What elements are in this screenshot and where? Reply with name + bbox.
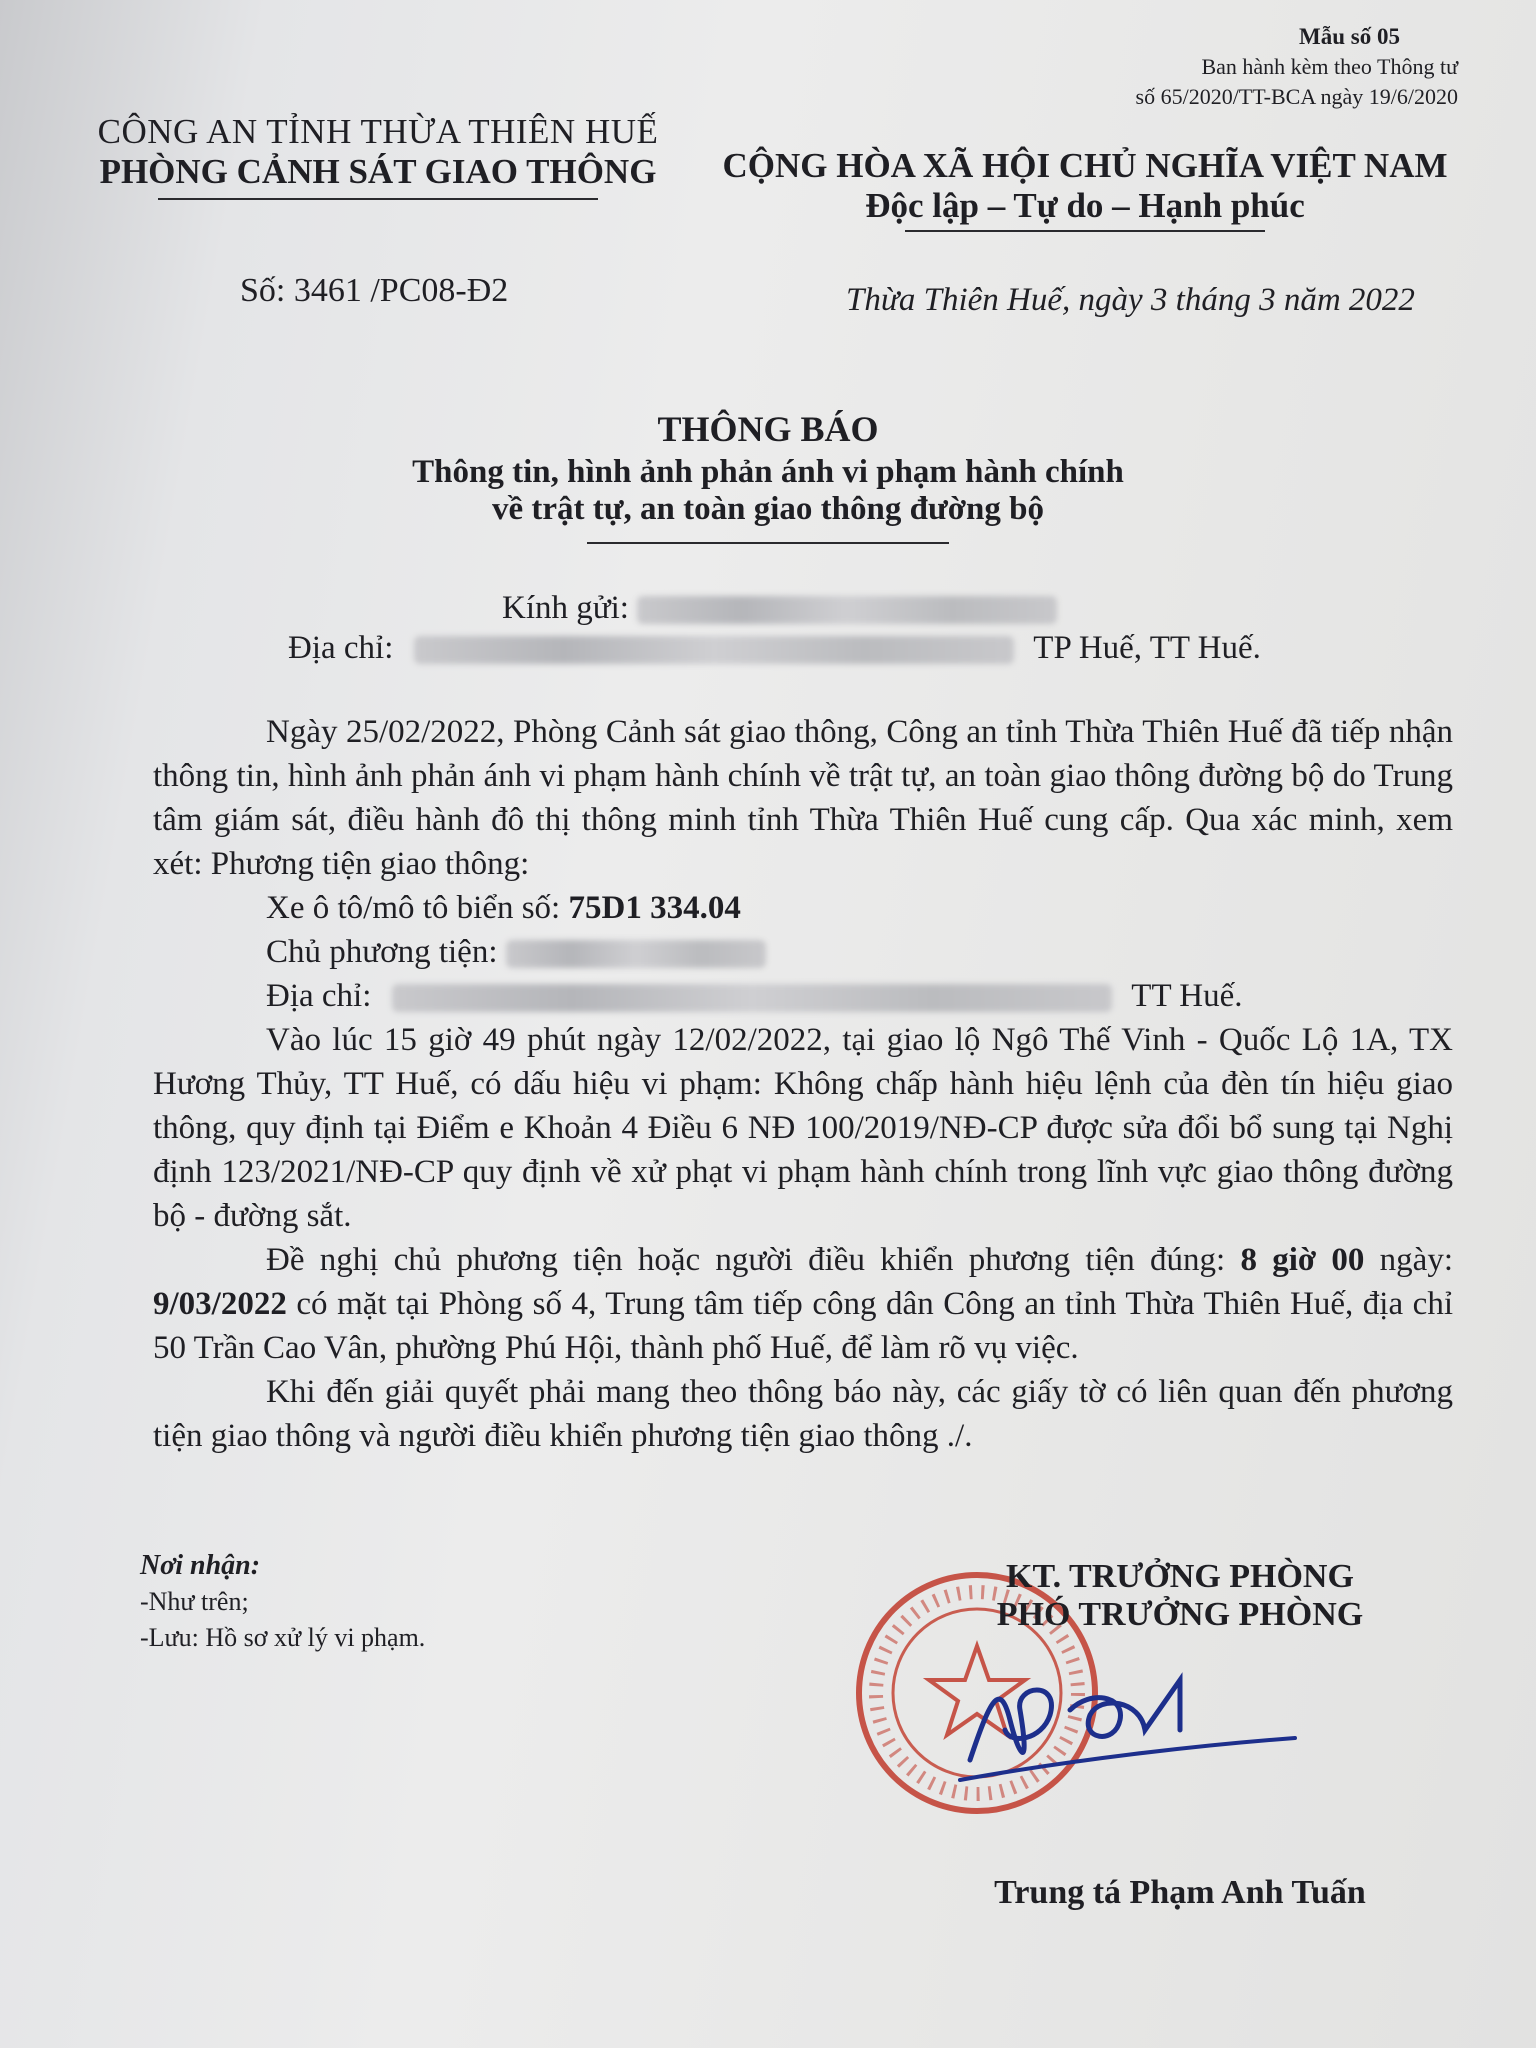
recipient-address-label: Địa chỉ: xyxy=(288,630,394,666)
owner-address-suffix: TT Huế. xyxy=(1131,978,1243,1014)
agency-line1: CÔNG AN TỈNH THỪA THIÊN HUẾ xyxy=(97,112,659,151)
national-header xyxy=(700,146,1470,232)
redacted-recipient-address xyxy=(414,636,1014,664)
form-issued-line2: số 65/2020/TT-BCA ngày 19/6/2020 xyxy=(1135,84,1458,109)
recipient-label: Kính gửi: xyxy=(502,590,629,626)
signer-name: Trung tá Phạm Anh Tuấn xyxy=(994,1874,1366,1911)
document-title: THÔNG BÁO xyxy=(657,409,879,449)
summons-time: 8 giờ 00 xyxy=(1240,1242,1365,1278)
document-subtitle-2: về trật tự, an toàn giao thông đường bộ xyxy=(491,491,1044,527)
summons-text-c: có mặt tại Phòng số 4, Trung tâm tiếp công dân Công an tỉnh Thừa Thiên Huế, địa chỉ 50 Trần Cao Vân, phường Phú Hội, thành phố Huế, để làm rõ vụ việc. xyxy=(153,1286,1453,1366)
place-date: Thừa Thiên Huế, ngày 3 tháng 3 năm 2022 xyxy=(846,282,1415,318)
signer-title-2: PHÓ TRƯỞNG PHÒNG xyxy=(996,1596,1364,1633)
agency-line2: PHÒNG CẢNH SÁT GIAO THÔNG xyxy=(99,152,657,191)
paragraph-violation: Vào lúc 15 giờ 49 phút ngày 12/02/2022, tại giao lộ Ngô Thế Vinh - Quốc Lộ 1A, TX Hương Thủy, TT Huế, có dấu hiệu vi phạm: Không chấp hành hiệu lệnh của đèn tín hiệu giao thông, quy định tại Điểm e Khoản 4 Điều 6 NĐ 100/2019/NĐ-CP được sửa đổi bổ sung tại Nghị định 123/2021/NĐ-CP quy định về xử phạt vi phạm hành chính trong lĩnh vực giao thông đường bộ - đường sắt. xyxy=(153,1022,1453,1234)
owner-address-label: Địa chỉ: xyxy=(266,978,372,1014)
recipient-line xyxy=(502,590,1057,627)
owner-line xyxy=(153,930,1453,974)
summons-text-b: ngày: xyxy=(1364,1242,1453,1278)
form-number: Mẫu số 05 xyxy=(1299,24,1400,49)
paragraph-summons xyxy=(153,1238,1453,1370)
document-number: Số: 3461 /PC08-Đ2 xyxy=(240,272,509,309)
recipient-address-suffix: TP Huế, TT Huế. xyxy=(1033,630,1261,666)
recipients-heading: Nơi nhận: xyxy=(140,1550,261,1581)
signature-block xyxy=(880,1558,1480,1912)
owner-label: Chủ phương tiện: xyxy=(266,934,498,970)
recipients-item-2: -Lưu: Hồ sơ xử lý vi phạm. xyxy=(140,1623,426,1652)
redacted-owner-address xyxy=(392,984,1112,1012)
recipient-address-line xyxy=(288,630,1261,667)
paragraph-documents: Khi đến giải quyết phải mang theo thông báo này, các giấy tờ có liên quan đến phương tiện giao thông và người điều khiển phương tiện giao thông ./. xyxy=(153,1374,1453,1454)
summons-date: 9/03/2022 xyxy=(153,1286,287,1322)
plate-line xyxy=(153,886,1453,930)
notice-body xyxy=(153,710,1453,1458)
title-underline xyxy=(587,542,949,544)
recipients-item-1: -Như trên; xyxy=(140,1587,249,1616)
nation-underline xyxy=(905,230,1265,232)
paragraph-intake: Ngày 25/02/2022, Phòng Cảnh sát giao thông, Công an tỉnh Thừa Thiên Huế đã tiếp nhận thông tin, hình ảnh phản ánh vi phạm hành chính về trật tự, an toàn giao thông đường bộ do Trung tâm giám sát, điều hành đô thị thông minh tỉnh Thừa Thiên Huế cung cấp. Qua xác minh, xem xét: Phương tiện giao thông: xyxy=(153,714,1453,882)
plate-label: Xe ô tô/mô tô biển số: xyxy=(266,890,569,926)
nation-line1: CỘNG HÒA XÃ HỘI CHỦ NGHĨA VIỆT NAM xyxy=(722,146,1448,185)
nation-motto: Độc lập – Tự do – Hạnh phúc xyxy=(865,186,1305,225)
plate-number: 75D1 334.04 xyxy=(568,890,741,926)
form-number-block xyxy=(1038,22,1458,112)
form-issued-line1: Ban hành kèm theo Thông tư xyxy=(1201,54,1458,79)
document-title-block xyxy=(0,408,1536,544)
agency-underline xyxy=(158,198,598,200)
signer-title-1: KT. TRƯỞNG PHÒNG xyxy=(1006,1558,1354,1595)
owner-address-line xyxy=(153,974,1453,1018)
redacted-owner-name xyxy=(506,940,766,968)
document-subtitle-1: Thông tin, hình ảnh phản ánh vi phạm hành chính xyxy=(412,454,1124,490)
redacted-recipient-name xyxy=(637,596,1057,624)
agency-header xyxy=(78,112,678,200)
recipients-block xyxy=(140,1548,425,1656)
summons-text-a: Đề nghị chủ phương tiện hoặc người điều khiển phương tiện đúng: xyxy=(266,1242,1241,1278)
